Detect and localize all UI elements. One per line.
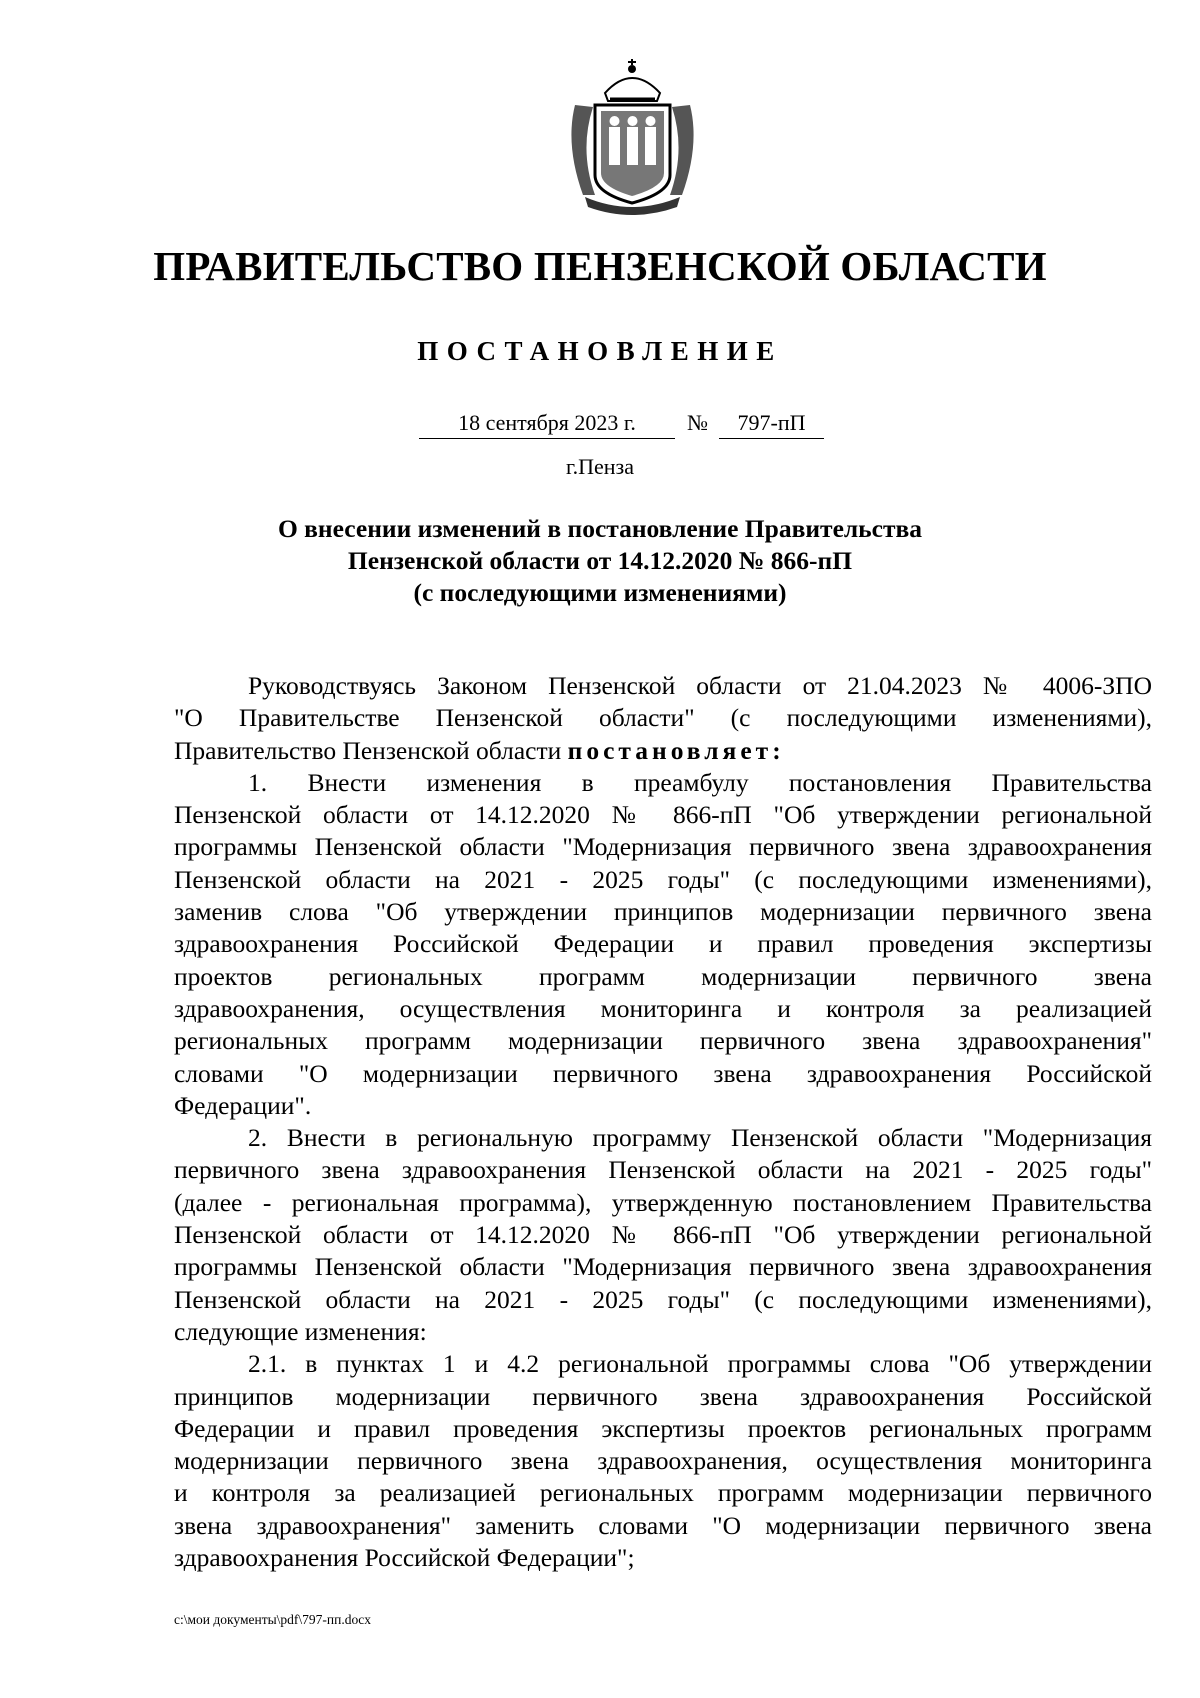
paragraph-line: "О Правительстве Пензенской области" (с последующими изменениями), xyxy=(174,703,1152,733)
paragraph-line: Федерации". xyxy=(174,1090,312,1120)
heading-line: (с последующими изменениями) xyxy=(413,578,787,607)
file-path-footer: c:\мои документы\pdf\797-пп.docx xyxy=(174,1612,371,1627)
paragraph-line: программы Пензенской области "Модернизация первичного звена здравоохранения xyxy=(174,832,1152,862)
paragraph-line: Пензенской области на 2021 - 2025 годы" (с последующими изменениями), xyxy=(174,1284,1152,1314)
heading-line: Пензенской области от 14.12.2020 № 866-пП xyxy=(347,546,853,575)
number-sign: № xyxy=(687,410,708,435)
paragraph-line: звена здравоохранения" заменить словами "О модернизации первичного звена xyxy=(174,1510,1152,1540)
paragraph-line: первичного звена здравоохранения Пензенской области на 2021 - 2025 годы" xyxy=(174,1155,1152,1185)
paragraph-line: Федерации и правил проведения экспертизы проектов региональных программ xyxy=(174,1413,1152,1443)
paragraph-line: словами "О модернизации первичного звена здравоохранения Российской xyxy=(174,1058,1152,1088)
paragraph-line: Руководствуясь Законом Пензенской области от 21.04.2023 № 4006-ЗПО xyxy=(248,671,1152,700)
paragraph-line: (далее - региональная программа), утвержденную постановлением Правительства xyxy=(174,1187,1152,1217)
coat-of-arms-icon xyxy=(565,55,700,215)
document-type: ПОСТАНОВЛЕНИЕ xyxy=(417,336,783,366)
paragraph-line: программы Пензенской области "Модернизация первичного звена здравоохранения xyxy=(174,1252,1152,1282)
document-heading xyxy=(0,513,1200,609)
paragraph-line: Пензенской области от 14.12.2020 № 866-пП "Об утверждении региональной xyxy=(174,1220,1152,1250)
paragraph-line: 1. Внести изменения в преамбулу постановления Правительства xyxy=(248,767,1152,797)
paragraph-line: и контроля за реализацией региональных программ модернизации первичного xyxy=(174,1478,1152,1508)
paragraph-line: здравоохранения Российской Федерации"; xyxy=(174,1543,635,1573)
document-city: г.Пенза xyxy=(566,454,634,479)
paragraph-line: модернизации первичного звена здравоохранения, осуществления мониторинга xyxy=(174,1446,1152,1476)
paragraph-line: Пензенской области от 14.12.2020 № 866-пП "Об утверждении региональной xyxy=(174,800,1152,830)
paragraph-line: здравоохранения, осуществления мониторинга и контроля за реализацией xyxy=(174,993,1152,1023)
paragraph-line: 2.1. в пунктах 1 и 4.2 региональной программы слова "Об утверждении xyxy=(248,1349,1152,1379)
paragraph-line: региональных программ модернизации первичного звена здравоохранения" xyxy=(174,1026,1152,1056)
document-date: 18 сентября 2023 г. xyxy=(419,408,675,439)
paragraph-line xyxy=(174,735,1152,767)
paragraph-line: 2. Внести в региональную программу Пензенской области "Модернизация xyxy=(248,1123,1152,1153)
decree-prefix: Правительство Пензенской области xyxy=(174,735,562,765)
paragraph-line: заменив слова "Об утверждении принципов модернизации первичного звена xyxy=(174,897,1152,927)
paragraph-line: здравоохранения Российской Федерации и правил проведения экспертизы xyxy=(174,929,1152,959)
heading-line: О внесении изменений в постановление Правительства xyxy=(277,514,923,543)
document-body xyxy=(174,670,1152,1574)
paragraph-line: Пензенской области на 2021 - 2025 годы" (с последующими изменениями), xyxy=(174,864,1152,894)
paragraph-line: следующие изменения: xyxy=(174,1316,427,1346)
government-title: ПРАВИТЕЛЬСТВО ПЕНЗЕНСКОЙ ОБЛАСТИ xyxy=(153,243,1047,289)
paragraph-line: проектов региональных программ модернизации первичного звена xyxy=(174,961,1152,991)
document-number: 797-пП xyxy=(719,408,824,439)
paragraph-line: принципов модернизации первичного звена здравоохранения Российской xyxy=(174,1381,1152,1411)
decree-keyword: постановляет: xyxy=(567,735,785,765)
